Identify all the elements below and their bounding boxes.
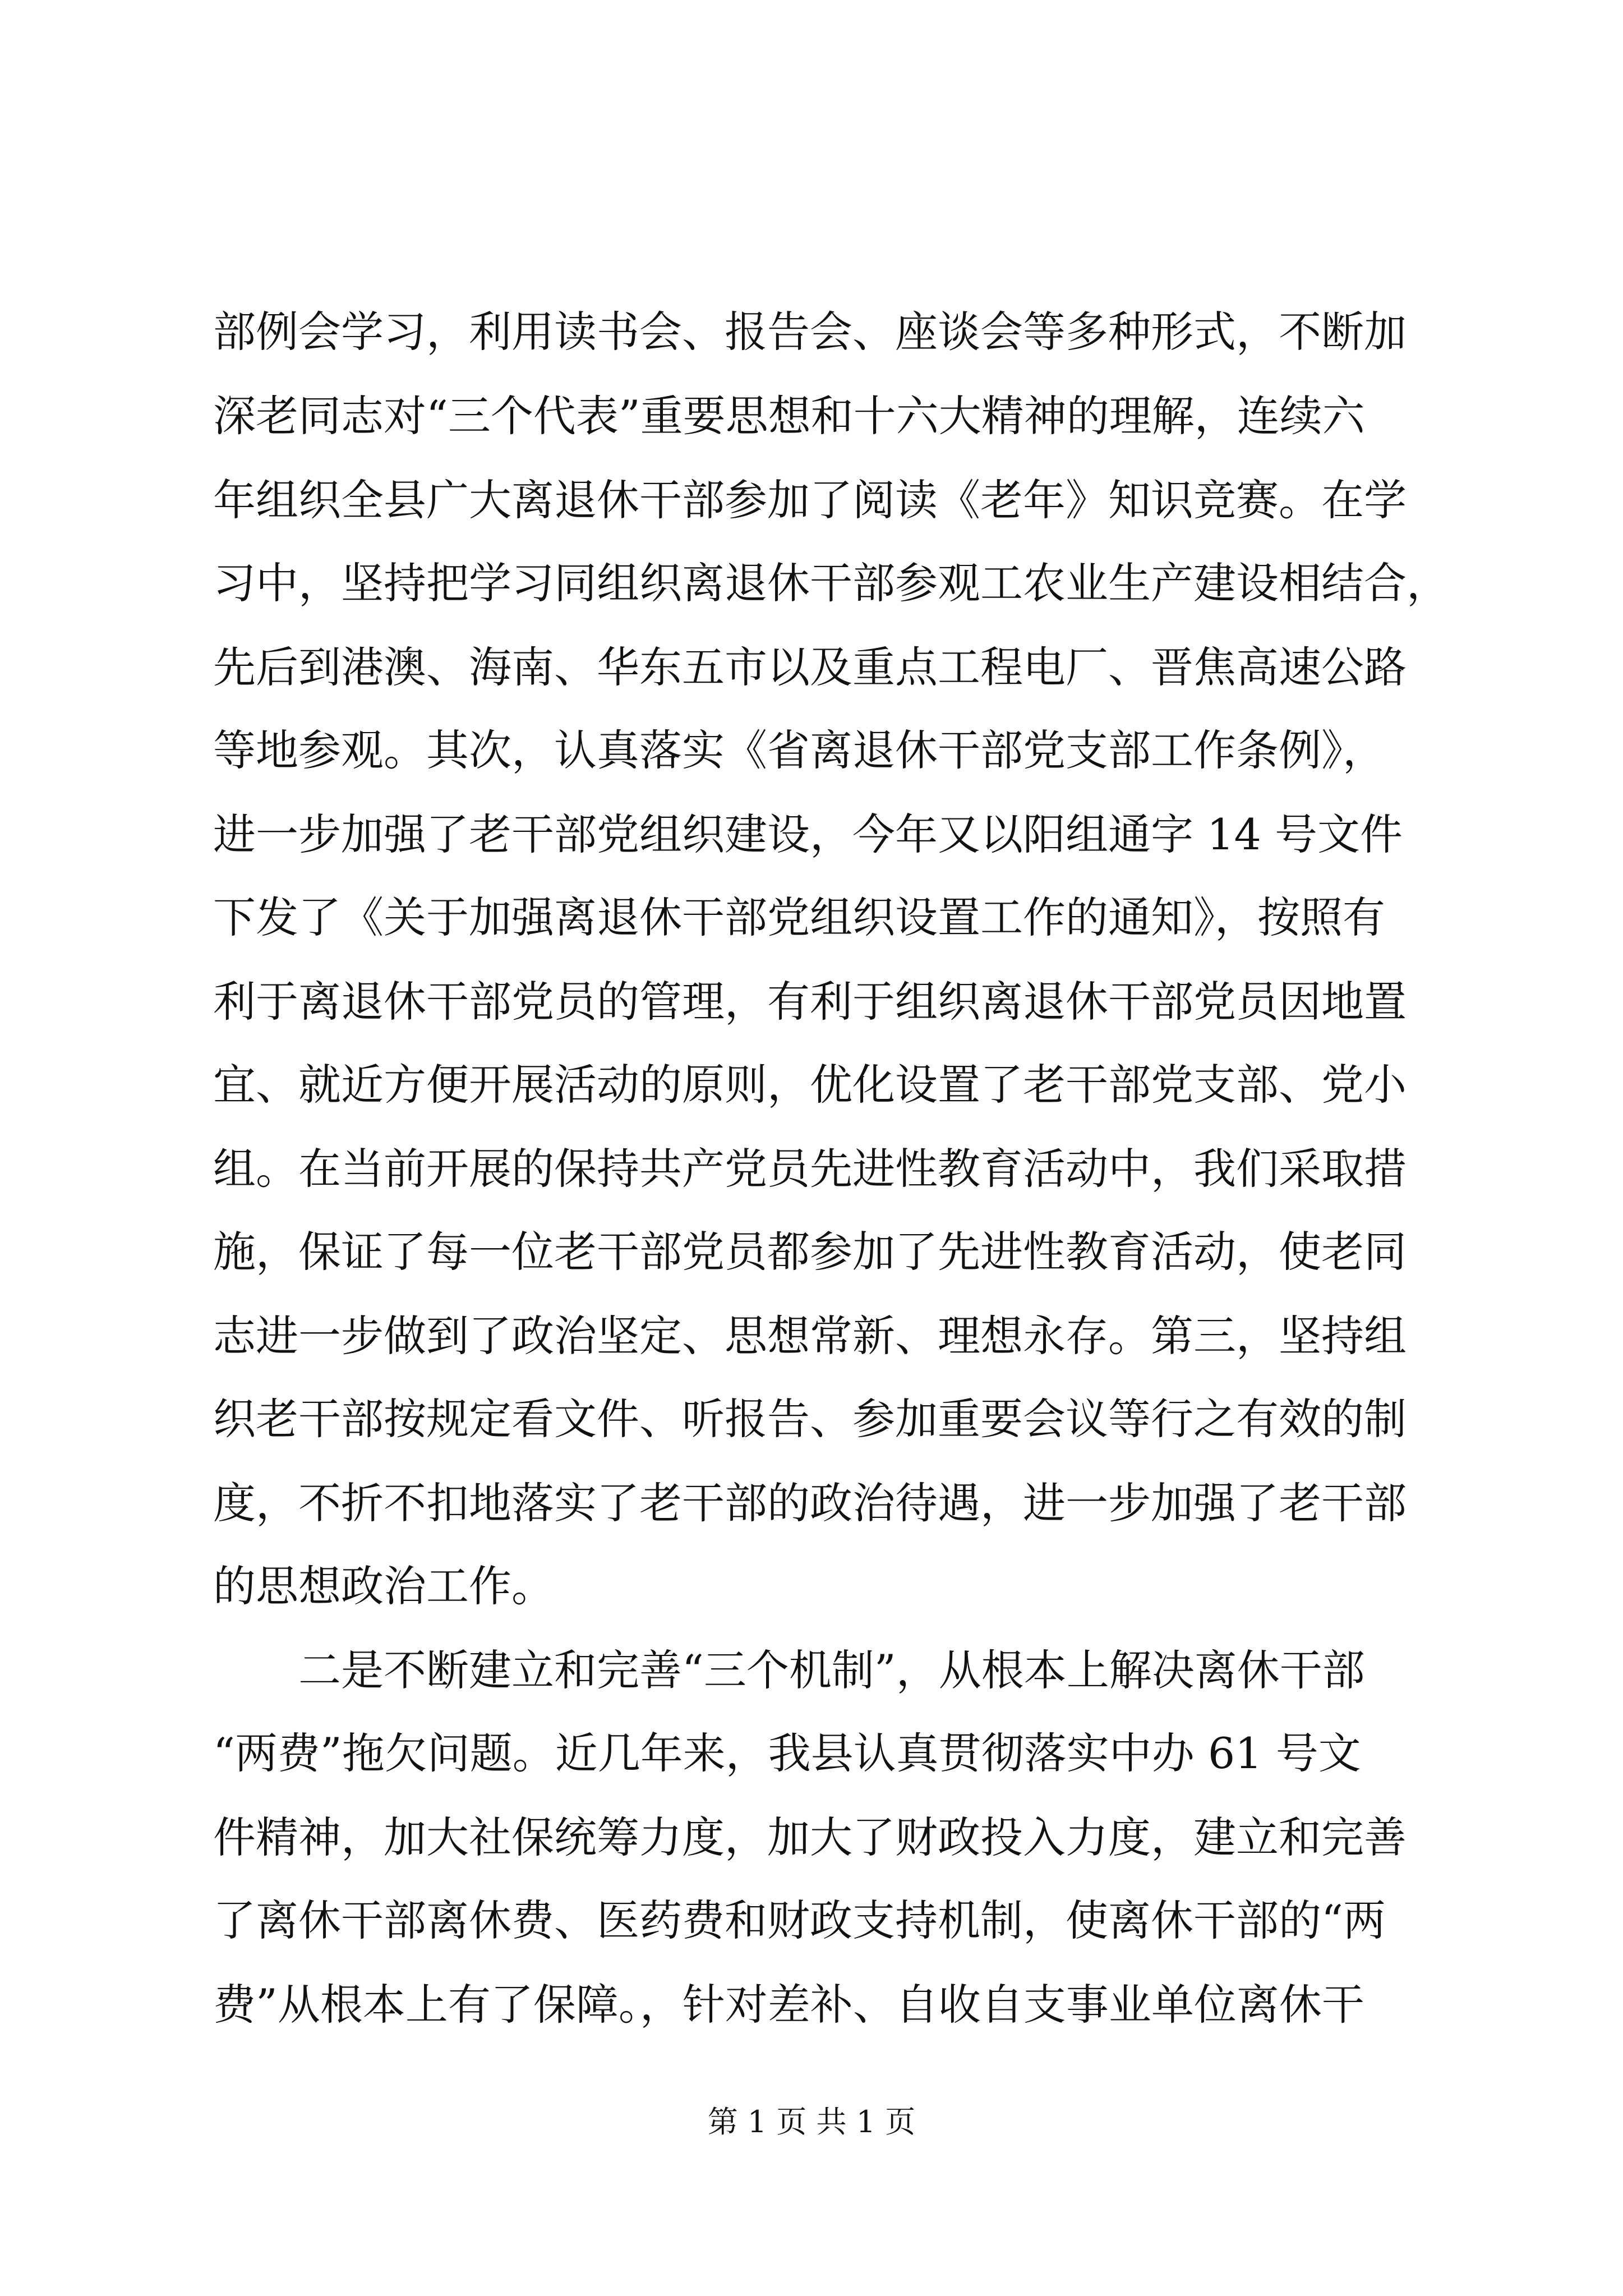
text-line: 先后到港澳、海南、华东五市以及重点工程电厂、晋焦高速公路	[213, 642, 1407, 692]
text-line: 下发了《关于加强离退休干部党组织设置工作的通知》，按照有	[213, 892, 1385, 942]
text-line: 利于离退休干部党员的管理，有利于组织离退休干部党员因地置	[213, 977, 1407, 1027]
text-line: 宜、就近方便开展活动的原则，优化设置了老干部党支部、党小	[213, 1060, 1407, 1110]
text-line: 的思想政治工作。	[213, 1561, 554, 1611]
text-line: 年组织全县广大离退休干部参加了阅读《老年》知识竞赛。在学	[213, 475, 1407, 525]
text-line: 习中，坚持把学习同组织离退休干部参观工农业生产建设相结合，	[213, 558, 1449, 608]
text-line: 等地参观。其次，认真落实《省离退休干部党支部工作条例》，	[213, 725, 1385, 775]
text-line: 件精神，加大社保统筹力度，加大了财政投入力度，建立和完善	[213, 1812, 1407, 1862]
page-footer: 第 1 页 共 1 页	[707, 2104, 916, 2139]
text-line: 组。在当前开展的保持共产党员先进性教育活动中，我们采取措	[213, 1144, 1407, 1194]
text-line: 度，不折不扣地落实了老干部的政治待遇，进一步加强了老干部	[213, 1478, 1407, 1528]
text-line: 施，保证了每一位老干部党员都参加了先进性教育活动，使老同	[213, 1227, 1407, 1277]
text-line: 织老干部按规定看文件、听报告、参加重要会议等行之有效的制	[213, 1394, 1407, 1444]
text-line: 深老同志对“三个代表”重要思想和十六大精神的理解，连续六	[213, 391, 1365, 441]
text-line: 了离休干部离休费、医药费和财政支持机制，使离休干部的“两	[213, 1895, 1386, 1945]
text-line: “两费”拖欠问题。近几年来，我县认真贯彻落实中办 61 号文	[213, 1728, 1361, 1778]
text-line: 志进一步做到了政治坚定、思想常新、理想永存。第三，坚持组	[213, 1311, 1407, 1361]
paragraph-first-line: 二是不断建立和完善“三个机制”，从根本上解决离休干部	[298, 1645, 1365, 1695]
text-line: 进一步加强了老干部党组织建设，今年又以阳组通字 14 号文件	[213, 809, 1403, 859]
text-line: 部例会学习，利用读书会、报告会、座谈会等多种形式，不断加	[213, 307, 1407, 357]
text-line: 费”从根本上有了保障。，针对差补、自收自支事业单位离休干	[213, 1980, 1364, 2030]
